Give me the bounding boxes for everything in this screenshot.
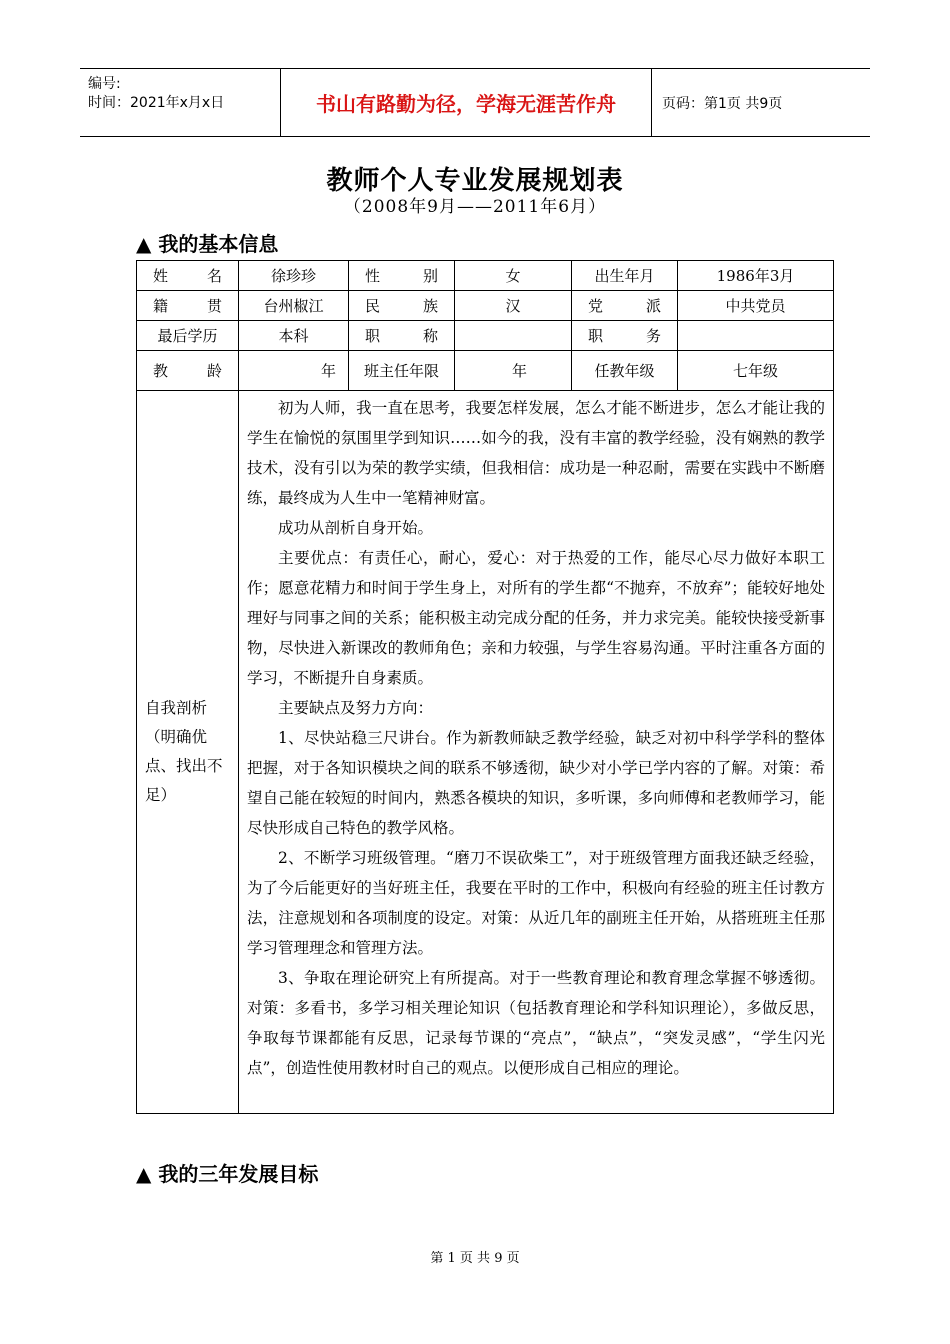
paragraph: 初为人师，我一直在思考，我要怎样发展，怎么才能不断进步，怎么才能让我的学生在愉悦的氛围里学到知识……如今的我，没有丰富的教学经验，没有娴熟的教学技术，没有引以为荣的教学实绩，但我相信：成功是一种忍耐，需要在实践中不断磨练，最终成为人生中一笔精神财富。 (247, 399, 825, 507)
self-analysis-label: 自我剖析（明确优点、找出不足） (137, 391, 239, 1114)
ethnic-label: 民 族 (349, 291, 455, 321)
teaching-age-value: 年 (239, 351, 349, 391)
birth-label: 出生年月 (572, 261, 678, 291)
header-meta (80, 69, 280, 136)
paragraph: 主要优点：有责任心，耐心，爱心：对于热爱的工作，能尽心尽力做好本职工作；愿意花精力和时间于学生身上，对所有的学生都“不抛弃，不放弃”；能较好地处理好与同事之间的关系；能积极主动完成分配的任务，并力求完美。能较快接受新事物，尽快进入新课改的教师角色；亲和力较强，与学生容易沟通。平时注重各方面的学习，不断提升自身素质。 (247, 549, 825, 687)
teaching-age-label: 教 龄 (137, 351, 239, 391)
section-basic-info-heading: ▲ 我的基本信息 (136, 232, 279, 256)
table-row (137, 291, 834, 321)
page-footer: 第 1 页 共 9 页 (430, 1251, 520, 1266)
name-label: 姓 名 (137, 261, 239, 291)
head-teacher-years-value: 年 (455, 351, 572, 391)
title-label: 职 称 (349, 321, 455, 351)
paragraph: 成功从剖析自身开始。 (278, 519, 434, 537)
post-label: 职 务 (572, 321, 678, 351)
header-page-label: 页码：第1页 共9页 (662, 95, 783, 112)
paragraph: 1、尽快站稳三尺讲台。作为新教师缺乏教学经验，缺乏对初中科学学科的整体把握，对于各知识模块之间的联系不够透彻，缺少对小学已学内容的了解。对策：希望自己能在较短的时间内，熟悉各模块的知识，多听课，多向师傅和老教师学习，能尽快形成自己特色的教学风格。 (247, 729, 825, 837)
grade-value: 七年级 (678, 351, 834, 391)
education-label: 最后学历 (137, 321, 239, 351)
party-label: 党 派 (572, 291, 678, 321)
post-value (678, 321, 834, 351)
head-teacher-years-label: 班主任年限 (349, 351, 455, 391)
paragraph: 主要缺点及努力方向： (278, 699, 434, 717)
number-label: 编号: (88, 76, 121, 92)
gender-value: 女 (455, 261, 572, 291)
header-motto: 书山有路勤为径，学海无涯苦作舟 (280, 69, 652, 136)
table-row (137, 351, 834, 391)
origin-value: 台州椒江 (239, 291, 349, 321)
party-value: 中共党员 (678, 291, 834, 321)
document-subtitle: （2008年9月——2011年6月） (343, 197, 607, 217)
section-goals-heading: ▲ 我的三年发展目标 (136, 1162, 319, 1186)
table-row (137, 261, 834, 291)
table-row (137, 391, 834, 1114)
grade-label: 任教年级 (572, 351, 678, 391)
gender-label: 性 别 (349, 261, 455, 291)
paragraph: 3、争取在理论研究上有所提高。对于一些教育理论和教育理念掌握不够透彻。对策：多看书，多学习相关理论知识（包括教育理论和学科知识理论），多做反思，争取每节课都能有反思，记录每节课的“亮点”，“缺点”，“突发灵感”，“学生闪光点”，创造性使用教材时自己的观点。以便形成自己相应的理论。 (247, 969, 825, 1077)
paragraph: 2、不断学习班级管理。“磨刀不误砍柴工”，对于班级管理方面我还缺乏经验，为了今后能更好的当好班主任，我要在平时的工作中，积极向有经验的班主任讨教方法，注意规划和各项制度的设定。对策：从近几年的副班主任开始，从搭班班主任那学习管理理念和管理方法。 (247, 849, 825, 957)
basic-info-table (136, 260, 834, 1114)
birth-value: 1986年3月 (678, 261, 834, 291)
self-analysis-content (239, 391, 834, 1114)
origin-label: 籍 贯 (137, 291, 239, 321)
table-row (137, 321, 834, 351)
page-header (80, 68, 870, 137)
ethnic-value: 汉 (455, 291, 572, 321)
document-title: 教师个人专业发展规划表 (326, 166, 624, 196)
education-value: 本科 (239, 321, 349, 351)
title-value (455, 321, 572, 351)
time-label: 时间：2021年x月x日 (88, 95, 225, 111)
name-value: 徐珍珍 (239, 261, 349, 291)
